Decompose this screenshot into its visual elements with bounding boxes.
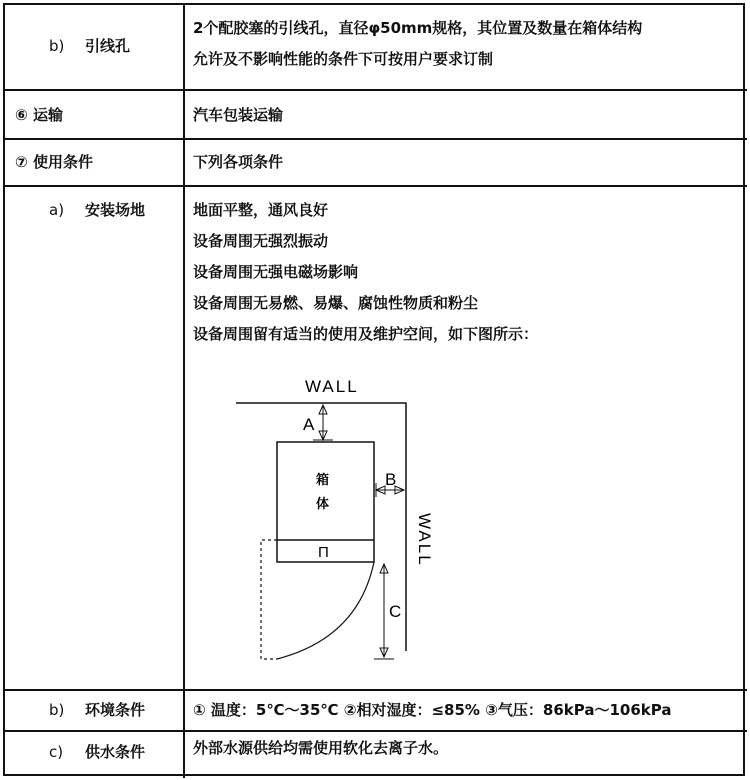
environment-label: 环境条件: [85, 701, 146, 719]
dimension-a-label: A: [303, 415, 315, 434]
clearance-diagram: [3, 3, 747, 689]
install-site-label: 安装场地: [85, 201, 146, 219]
wall-side-label: WALL: [415, 513, 434, 567]
environment-marker: b): [49, 701, 65, 719]
cabinet-char-2: 体: [316, 496, 330, 511]
usage-label: 使用条件: [32, 153, 93, 171]
transport-label: 运输: [32, 106, 63, 124]
door-label: Π: [318, 544, 329, 561]
door-swing-arc: [277, 562, 374, 659]
install-site-line-3: 设备周围无强电磁场影响: [193, 263, 359, 281]
dimension-b-label: B: [385, 470, 397, 489]
dimension-c-label: C: [389, 602, 402, 621]
door-swing-frame: [261, 540, 277, 659]
water-marker: c): [49, 743, 64, 761]
transport-value: 汽车包装运输: [193, 106, 284, 124]
row-divider: [3, 730, 747, 732]
lead-hole-line-1: 2个配胶塞的引线孔，直径φ50mm规格，其位置及数量在箱体结构: [193, 19, 643, 37]
row-divider: [3, 689, 747, 691]
water-value: 外部水源供给均需使用软化去离子水。: [193, 739, 449, 757]
install-site-line-2: 设备周围无强烈振动: [193, 232, 329, 250]
document-table: [3, 3, 747, 778]
environment-value: ① 温度：5℃～35℃ ②相对湿度：≤85% ③气压：86kPa～106kPa: [193, 701, 672, 719]
lead-hole-line-2: 允许及不影响性能的条件下可按用户要求订制: [193, 50, 494, 68]
environment-label-cell: [49, 695, 145, 725]
install-site-marker: a): [49, 201, 65, 219]
transport-marker: ⑥: [15, 106, 28, 124]
lead-hole-marker: b): [49, 37, 65, 55]
install-site-line-5: 设备周围留有适当的使用及维护空间，如下图所示：: [193, 325, 539, 343]
water-label: 供水条件: [85, 743, 146, 761]
cabinet-char-1: 箱: [316, 472, 330, 487]
usage-marker: ⑦: [15, 153, 28, 171]
usage-value: 下列各项条件: [193, 153, 284, 171]
water-label-cell: [49, 737, 145, 767]
lead-hole-label: 引线孔: [85, 37, 131, 55]
wall-top-label: WALL: [305, 377, 359, 396]
install-site-line-1: 地面平整，通风良好: [193, 201, 329, 219]
install-site-line-4: 设备周围无易燃、易爆、腐蚀性物质和粉尘: [193, 294, 479, 312]
